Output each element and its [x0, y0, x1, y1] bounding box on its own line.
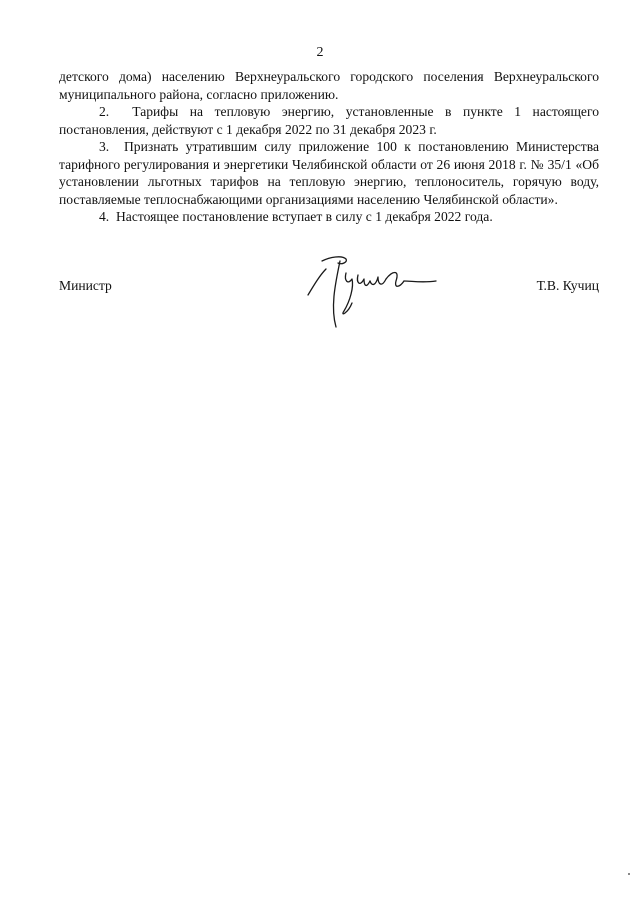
paragraph-3-repeal: 3. Признать утратившим силу приложение 100 к постановлению Министерства тарифного регулирования и энергетики Челябинской области от 26 июня 2018 г. № 35/1 «Об установлении льготных тарифов на тепловую энергию, теплоноситель, горячую воду, поставляемые теплоснабжающими организациями населению Челябинской области».	[59, 139, 599, 207]
scan-artifact-dot	[628, 873, 630, 875]
paragraph-2-tariff-validity: 2. Тарифы на тепловую энергию, установленные в пункте 1 настоящего постановления, действуют с 1 декабря 2022 по 31 декабря 2023 г.	[59, 104, 599, 137]
document-body	[59, 68, 599, 226]
paragraph-continuation: детского дома) населению Верхнеуральского городского поселения Верхнеуральского муниципального района, согласно приложению.	[59, 69, 599, 102]
page-number: 2	[316, 45, 324, 60]
paragraph-4-effective-date: 4. Настоящее постановление вступает в силу с 1 декабря 2022 года.	[99, 209, 493, 224]
signatory-title: Министр	[59, 278, 112, 293]
signatory-name: Т.В. Кучиц	[536, 278, 599, 293]
handwritten-signature	[300, 251, 440, 333]
